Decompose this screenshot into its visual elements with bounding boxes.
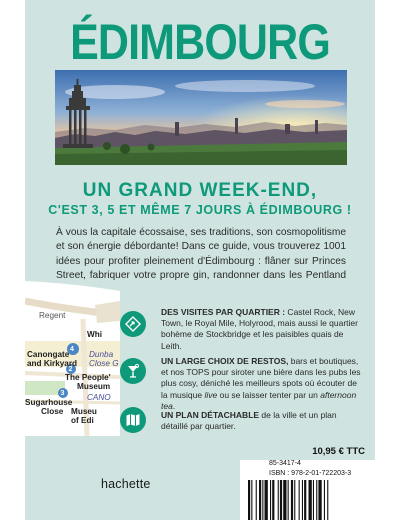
map-label-place: Canongate <box>27 350 70 359</box>
barcode-bar <box>313 480 314 520</box>
publisher-logo: hachette <box>101 477 151 491</box>
feature-restaurants-text-b: ou se laisser tenter par un <box>217 389 321 400</box>
feature-map-title: UN PLAN DÉTACHABLE <box>161 410 260 420</box>
road-sign-icon <box>120 311 146 337</box>
isbn-number: ISBN : 978-2-01-722203-3 <box>269 470 352 477</box>
map-label-place: Sugarhouse <box>25 398 73 407</box>
map-label-close: Dunba <box>89 350 114 359</box>
feature-restaurants-title: UN LARGE CHOIX DE RESTOS, <box>161 356 289 366</box>
barcode-bar <box>272 480 274 520</box>
map-label-museum: Museu <box>71 407 97 416</box>
tagline-sub: C'EST 3, 5 ET MÊME 7 JOURS À ÉDIMBOURG ! <box>48 203 352 217</box>
folded-map-icon <box>120 407 146 433</box>
map-label-place: and Kirkyard <box>27 359 78 368</box>
barcode-bar <box>316 480 317 520</box>
feature-restaurants-text: bars et boutiques, et nos TOPS pour siroter une bière dans les pubs les plus cosy, déniché les meilleurs spots où écouter de la musique <box>161 356 361 400</box>
map-label-close: Close G <box>89 359 119 368</box>
feature-restaurants <box>161 356 361 412</box>
barcode-bar <box>251 480 252 520</box>
barcode-bar <box>304 480 306 520</box>
barcode-image <box>240 460 375 520</box>
barcode-bar <box>283 480 286 520</box>
price-label: 10,95 € TTC <box>312 446 365 457</box>
map-label-museum: The People' <box>65 373 111 382</box>
map-label-street: CANO <box>87 393 111 402</box>
cocktail-icon <box>120 358 146 384</box>
barcode-bar <box>265 480 268 520</box>
feature-visits-title: DES VISITES PAR QUARTIER : <box>161 307 286 317</box>
barcode-bar <box>262 480 263 520</box>
feature-restaurants-text-c: . <box>172 400 176 411</box>
feature-restaurants-live: live <box>204 389 218 400</box>
barcode-bar <box>280 480 282 520</box>
barcode-bar <box>248 480 250 520</box>
map-marker-number: 4 <box>70 346 74 353</box>
barcode-bar <box>291 480 293 520</box>
barcode-bar <box>270 480 271 520</box>
barcode-bar <box>256 480 257 520</box>
barcode-panel <box>240 460 375 520</box>
map-excerpt <box>25 281 120 436</box>
feature-map-text: de la ville et un plan détaillé par quartier. <box>161 410 337 432</box>
barcode-bar <box>318 480 321 520</box>
map-marker-number: 2 <box>68 366 73 373</box>
feature-visits <box>161 307 361 352</box>
feature-visits-text: Castel Rock, New Town, le Royal Mile, Holyrood, mais aussi le quartier bohème de Stockbridge et les paisibles quais de Leith. <box>161 307 358 351</box>
barcode-bar <box>299 480 300 520</box>
feature-map <box>161 410 361 432</box>
barcode-bar <box>327 480 328 520</box>
map-marker-number: 3 <box>60 390 65 397</box>
barcode-bar <box>294 480 295 520</box>
city-title: ÉDIMBOURG <box>70 14 330 70</box>
tagline-main: UN GRAND WEEK-END, <box>82 180 318 201</box>
barcode-bar <box>309 480 312 520</box>
map-label-street: Regent <box>39 311 66 320</box>
map-label-place: Close <box>41 407 64 416</box>
barcode-bar <box>259 480 261 520</box>
city-skyline-photo <box>55 70 347 165</box>
map-label-museum: of Edi <box>71 416 94 425</box>
intro-paragraph: À vous la capitale écossaise, ses traditions, son cosmopolitisme et son énergie débordante! Dans ce guide, vous trouverez 1001 idées pour profiter pleinement d'Édimbourg : flâner sur Princes Street, fabriquer votre propre gin, randonner dans les Pentland <box>56 227 346 282</box>
skyline-illustration <box>55 70 347 165</box>
feature-restaurants-tea: afternoon tea <box>161 389 357 411</box>
map-label-museum: Museum <box>77 382 111 391</box>
barcode-bar <box>324 480 325 520</box>
book-back-cover <box>25 0 375 520</box>
barcode-bar <box>278 480 279 520</box>
ean-code: 85-3417-4 <box>269 460 301 467</box>
barcode-bar <box>288 480 289 520</box>
map-label-place: Whi <box>87 330 103 339</box>
barcode-bar <box>302 480 303 520</box>
